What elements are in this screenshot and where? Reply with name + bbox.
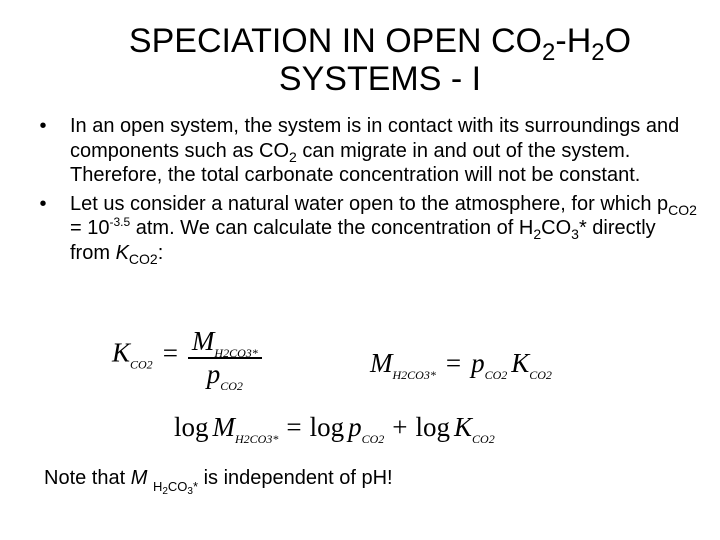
subscript: CO2 xyxy=(668,201,697,218)
eq-subscript: CO2 xyxy=(529,368,552,382)
eq-subscript: H2CO3* xyxy=(214,346,258,360)
eq-fraction xyxy=(188,326,262,393)
subscript: CO2 xyxy=(128,250,158,267)
subscript: 2 xyxy=(289,148,297,165)
title-subscript: 2 xyxy=(542,39,556,66)
eq-subscript: CO2 xyxy=(361,432,385,446)
bullet-item xyxy=(28,192,698,266)
bullet-text-italic: K xyxy=(115,241,129,264)
eq-subscript: CO2 xyxy=(220,379,243,393)
note-italic: M xyxy=(130,467,148,489)
bullet-item xyxy=(28,114,698,188)
bullet-text: can migrate in and out of the system. Therefore, the total carbonate concentration will not be constant. xyxy=(70,139,641,186)
bullet-icon: • xyxy=(39,115,47,137)
eq-subscript: CO2 xyxy=(472,432,495,446)
subscript: 2 xyxy=(533,226,542,242)
note-subscript-part: H xyxy=(152,479,163,494)
eq-numerator xyxy=(188,326,262,360)
superscript: -3.5 xyxy=(109,215,131,229)
bullet-text: Let us consider a natural water open to the atmosphere, for which p xyxy=(70,192,669,215)
bullet-icon: • xyxy=(39,192,47,215)
title-text: -H xyxy=(555,22,592,60)
eq-subscript: H2CO3* xyxy=(392,368,436,382)
bullet-text: : xyxy=(157,241,164,264)
slide-title xyxy=(40,22,720,98)
title-line-1 xyxy=(40,22,720,66)
eq-operator: = xyxy=(162,337,178,368)
eq-operator: = xyxy=(286,412,302,442)
eq-operator: + xyxy=(392,412,408,442)
eq-symbol: p xyxy=(348,412,362,442)
bullet-text: * directly from xyxy=(70,217,656,264)
equation-log-form xyxy=(174,412,495,446)
eq-symbol: K xyxy=(511,348,530,378)
note-subscript xyxy=(152,479,199,497)
equation-m-h2co3 xyxy=(370,348,552,382)
note-part: Note that xyxy=(44,467,131,489)
note-subscript-part: CO xyxy=(167,479,188,494)
title-text: O xyxy=(604,22,632,60)
eq-symbol: p xyxy=(206,359,221,389)
bullet-text: atm. We can calculate the concentration of H xyxy=(130,217,534,239)
bullet-list xyxy=(28,114,698,269)
eq-log: log xyxy=(415,412,451,442)
bullet-text: CO xyxy=(541,217,572,239)
title-subscript: 2 xyxy=(591,39,605,66)
note-part: is independent of pH! xyxy=(198,467,393,489)
note-subscript-part: 3 xyxy=(187,486,193,497)
eq-log: log xyxy=(174,412,209,442)
eq-symbol: K xyxy=(454,412,473,442)
bullet-text: = 10 xyxy=(70,217,110,239)
note-text xyxy=(44,464,393,497)
title-line-2: SYSTEMS - I xyxy=(278,60,482,98)
eq-denominator xyxy=(188,357,262,393)
eq-subscript: CO2 xyxy=(484,368,508,382)
eq-symbol: p xyxy=(471,348,485,378)
subscript: 3 xyxy=(571,226,579,242)
eq-symbol: M xyxy=(191,326,215,356)
eq-symbol: M xyxy=(370,348,393,378)
equation-kco2-definition xyxy=(112,326,262,393)
eq-log: log xyxy=(309,412,345,442)
eq-symbol: K xyxy=(112,337,131,368)
note-subscript-part: * xyxy=(192,479,199,494)
bullet-text: In an open system, the system is in contact with its surroundings and components such as CO xyxy=(70,115,680,162)
eq-subscript: CO2 xyxy=(130,357,153,372)
note-subscript-part: 2 xyxy=(162,486,168,497)
eq-subscript: H2CO3* xyxy=(235,432,279,446)
eq-operator: = xyxy=(445,348,462,378)
title-text: SPECIATION IN OPEN CO xyxy=(128,22,543,60)
eq-symbol: M xyxy=(212,412,236,442)
